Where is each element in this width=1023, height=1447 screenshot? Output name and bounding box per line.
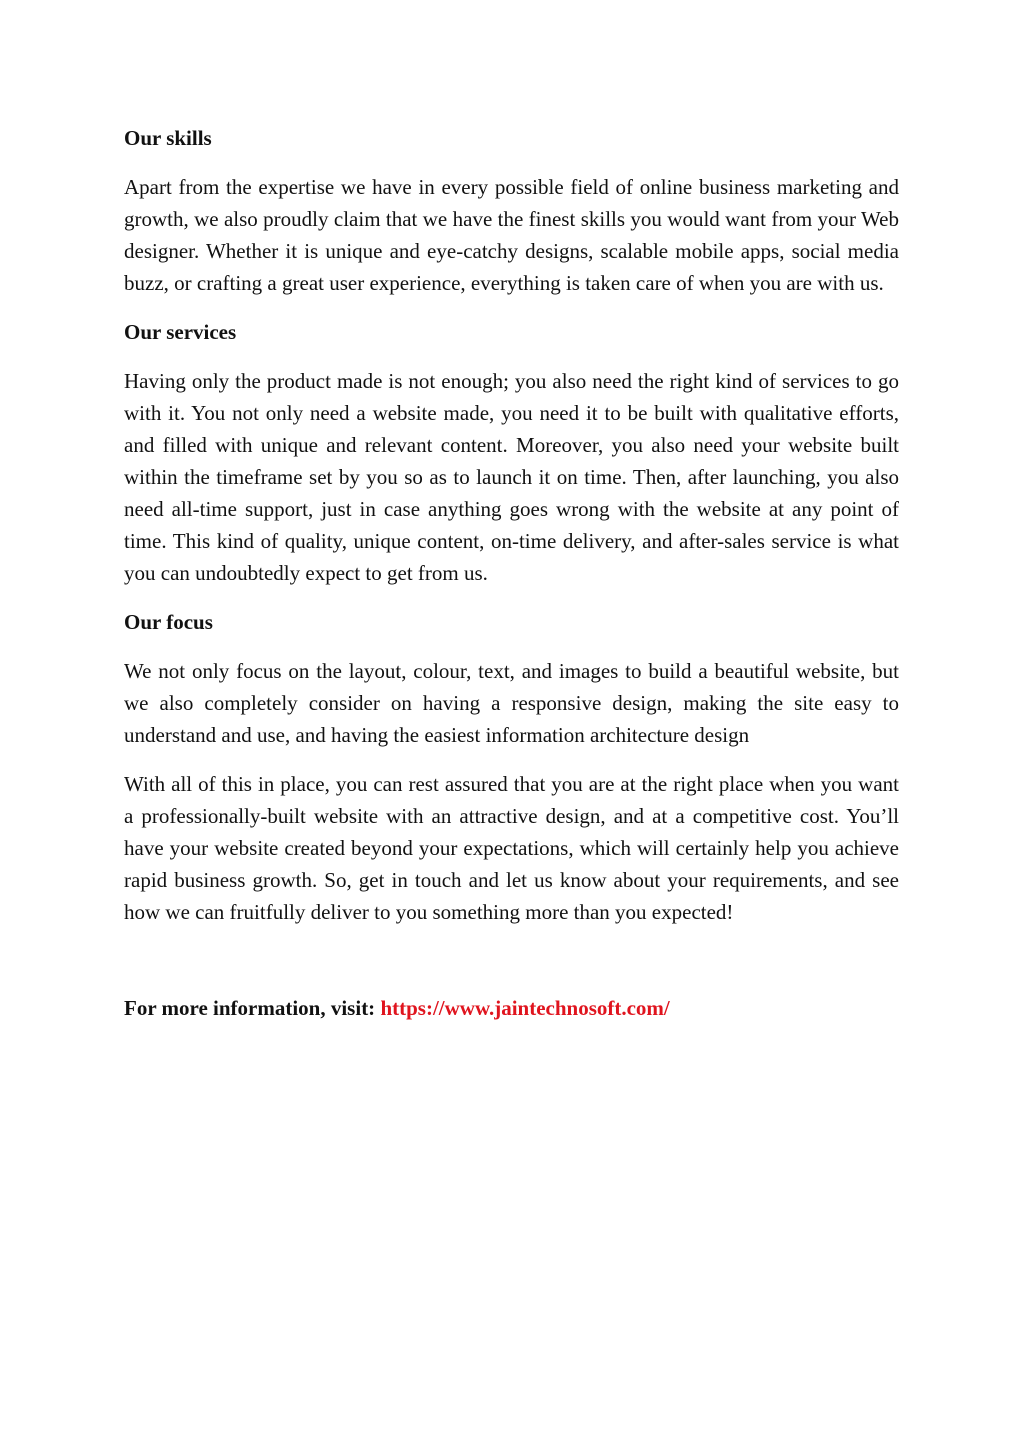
services-paragraph: Having only the product made is not enough; you also need the right kind of services to go with it. You not only need a website made, you need it to be built with qualitative efforts, and filled with unique and relevant content. Moreover, you also need your website built within the timeframe set by you so as to launch it on time. Then, after launching, you also need all-time support, just in case anything goes wrong with the website at any point of time. This kind of quality, unique content, on-time delivery, and after-sales service is what you can undoubtedly expect to get from us. — [124, 369, 899, 585]
section-heading-skills: Our skills — [124, 126, 212, 150]
skills-paragraph: Apart from the expertise we have in every possible field of online business marketing and growth, we also proudly claim that we have the finest skills you would want from your Web designer. Whether it is unique and eye-catchy designs, scalable mobile apps, social media buzz, or crafting a great user experience, everything is taken care of when you are with us. — [124, 175, 899, 295]
focus-paragraph: We not only focus on the layout, colour, text, and images to build a beautiful website, but we also completely consider on having a responsive design, making the site easy to understand and use, and having the easiest information architecture design — [124, 659, 899, 747]
section-heading-services: Our services — [124, 320, 237, 344]
document-body — [124, 122, 899, 1024]
footer-line — [124, 992, 899, 1024]
section-heading-focus: Our focus — [124, 610, 213, 634]
closing-paragraph: With all of this in place, you can rest assured that you are at the right place when you want a professionally-built website with an attractive design, and at a competitive cost. You’ll have your website created beyond your expectations, which will certainly help you achieve rapid business growth. So, get in touch and let us know about your requirements, and see how we can fruitfully deliver to you something more than you expected! — [124, 772, 899, 924]
website-link[interactable]: https://www.jaintechnosoft.com/ — [380, 996, 670, 1020]
footer-label: For more information, visit: — [124, 996, 381, 1020]
